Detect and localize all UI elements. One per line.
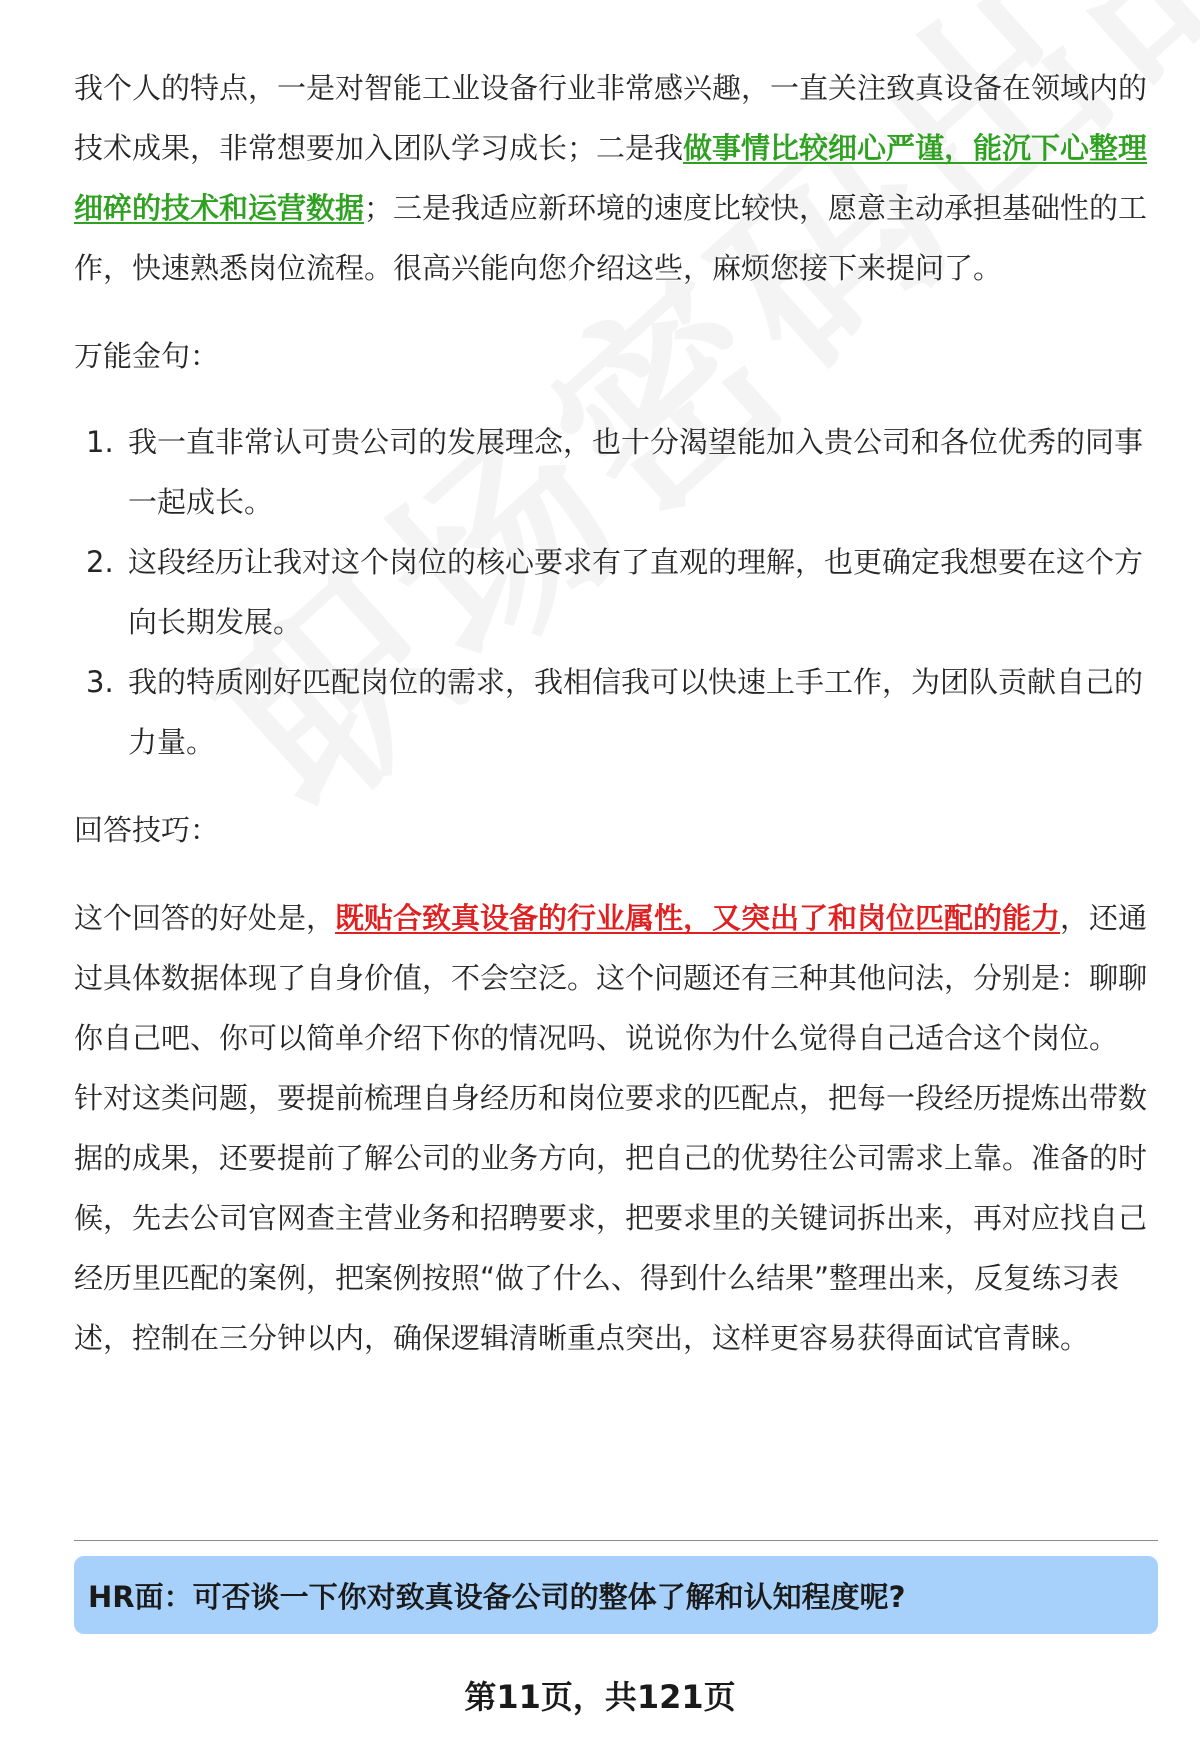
list-text: 这段经历让我对这个岗位的核心要求有了直观的理解，也更确定我想要在这个方向长期发展。 bbox=[128, 545, 1144, 639]
list-item bbox=[74, 412, 1158, 532]
golden-sentences-list bbox=[74, 412, 1158, 772]
intro-text-a: 我个人的特点，一是对智能工业设备行业非常感兴趣，一直关注致真设备在领域内的技术成果，非常想要加入团队学习成长；二是我 bbox=[74, 71, 1148, 165]
list-text: 我的特质刚好匹配岗位的需求，我相信我可以快速上手工作，为团队贡献自己的力量。 bbox=[128, 665, 1144, 759]
section-divider bbox=[74, 1540, 1158, 1541]
list-number: 3. bbox=[86, 665, 114, 699]
page-number: 第11页，共121页 bbox=[464, 1678, 736, 1716]
hr-question-box bbox=[74, 1556, 1158, 1634]
tips-text-b: ，还通过具体数据体现了自身价值，不会空泛。这个问题还有三种其他问法，分别是：聊聊你自己吧、你可以简单介绍下你的情况吗、说说你为什么觉得自己适合这个岗位。 bbox=[74, 901, 1148, 1055]
list-item bbox=[74, 652, 1158, 772]
list-number: 1. bbox=[86, 425, 114, 459]
answer-tips-label: 回答技巧： bbox=[74, 813, 220, 847]
hr-question-text: HR面：可否谈一下你对致真设备公司的整体了解和认知程度呢? bbox=[88, 1579, 906, 1614]
tips-highlight: 既贴合致真设备的行业属性，又突出了和岗位匹配的能力 bbox=[335, 901, 1061, 935]
tips-text-a: 这个回答的好处是， bbox=[74, 901, 336, 935]
list-number: 2. bbox=[86, 545, 114, 579]
list-item bbox=[74, 532, 1158, 652]
intro-paragraph bbox=[74, 58, 1158, 298]
page-content bbox=[74, 58, 1158, 1368]
tips-paragraph-1 bbox=[74, 888, 1158, 1068]
tips-paragraph-2: 针对这类问题，要提前梳理自身经历和岗位要求的匹配点，把每一段经历提炼出带数据的成果，还要提前了解公司的业务方向，把自己的优势往公司需求上靠。准备的时候，先去公司官网查主营业务和招聘要求，把要求里的关键词拆出来，再对应找自己经历里匹配的案例，把案例按照“做了什么、得到什么结果”整理出来，反复练习表述，控制在三分钟以内，确保逻辑清晰重点突出，这样更容易获得面试官青睐。 bbox=[74, 1081, 1148, 1355]
intro-text-b: ；三是我适应新环境的速度比较快，愿意主动承担基础性的工作，快速熟悉岗位流程。很高兴能向您介绍这些，麻烦您接下来提问了。 bbox=[74, 191, 1148, 285]
golden-sentences-label: 万能金句： bbox=[74, 339, 220, 373]
list-text: 我一直非常认可贵公司的发展理念，也十分渴望能加入贵公司和各位优秀的同事一起成长。 bbox=[128, 425, 1144, 519]
intro-highlight: 做事情比较细心严谨，能沉下心整理细碎的技术和运营数据 bbox=[74, 131, 1148, 225]
